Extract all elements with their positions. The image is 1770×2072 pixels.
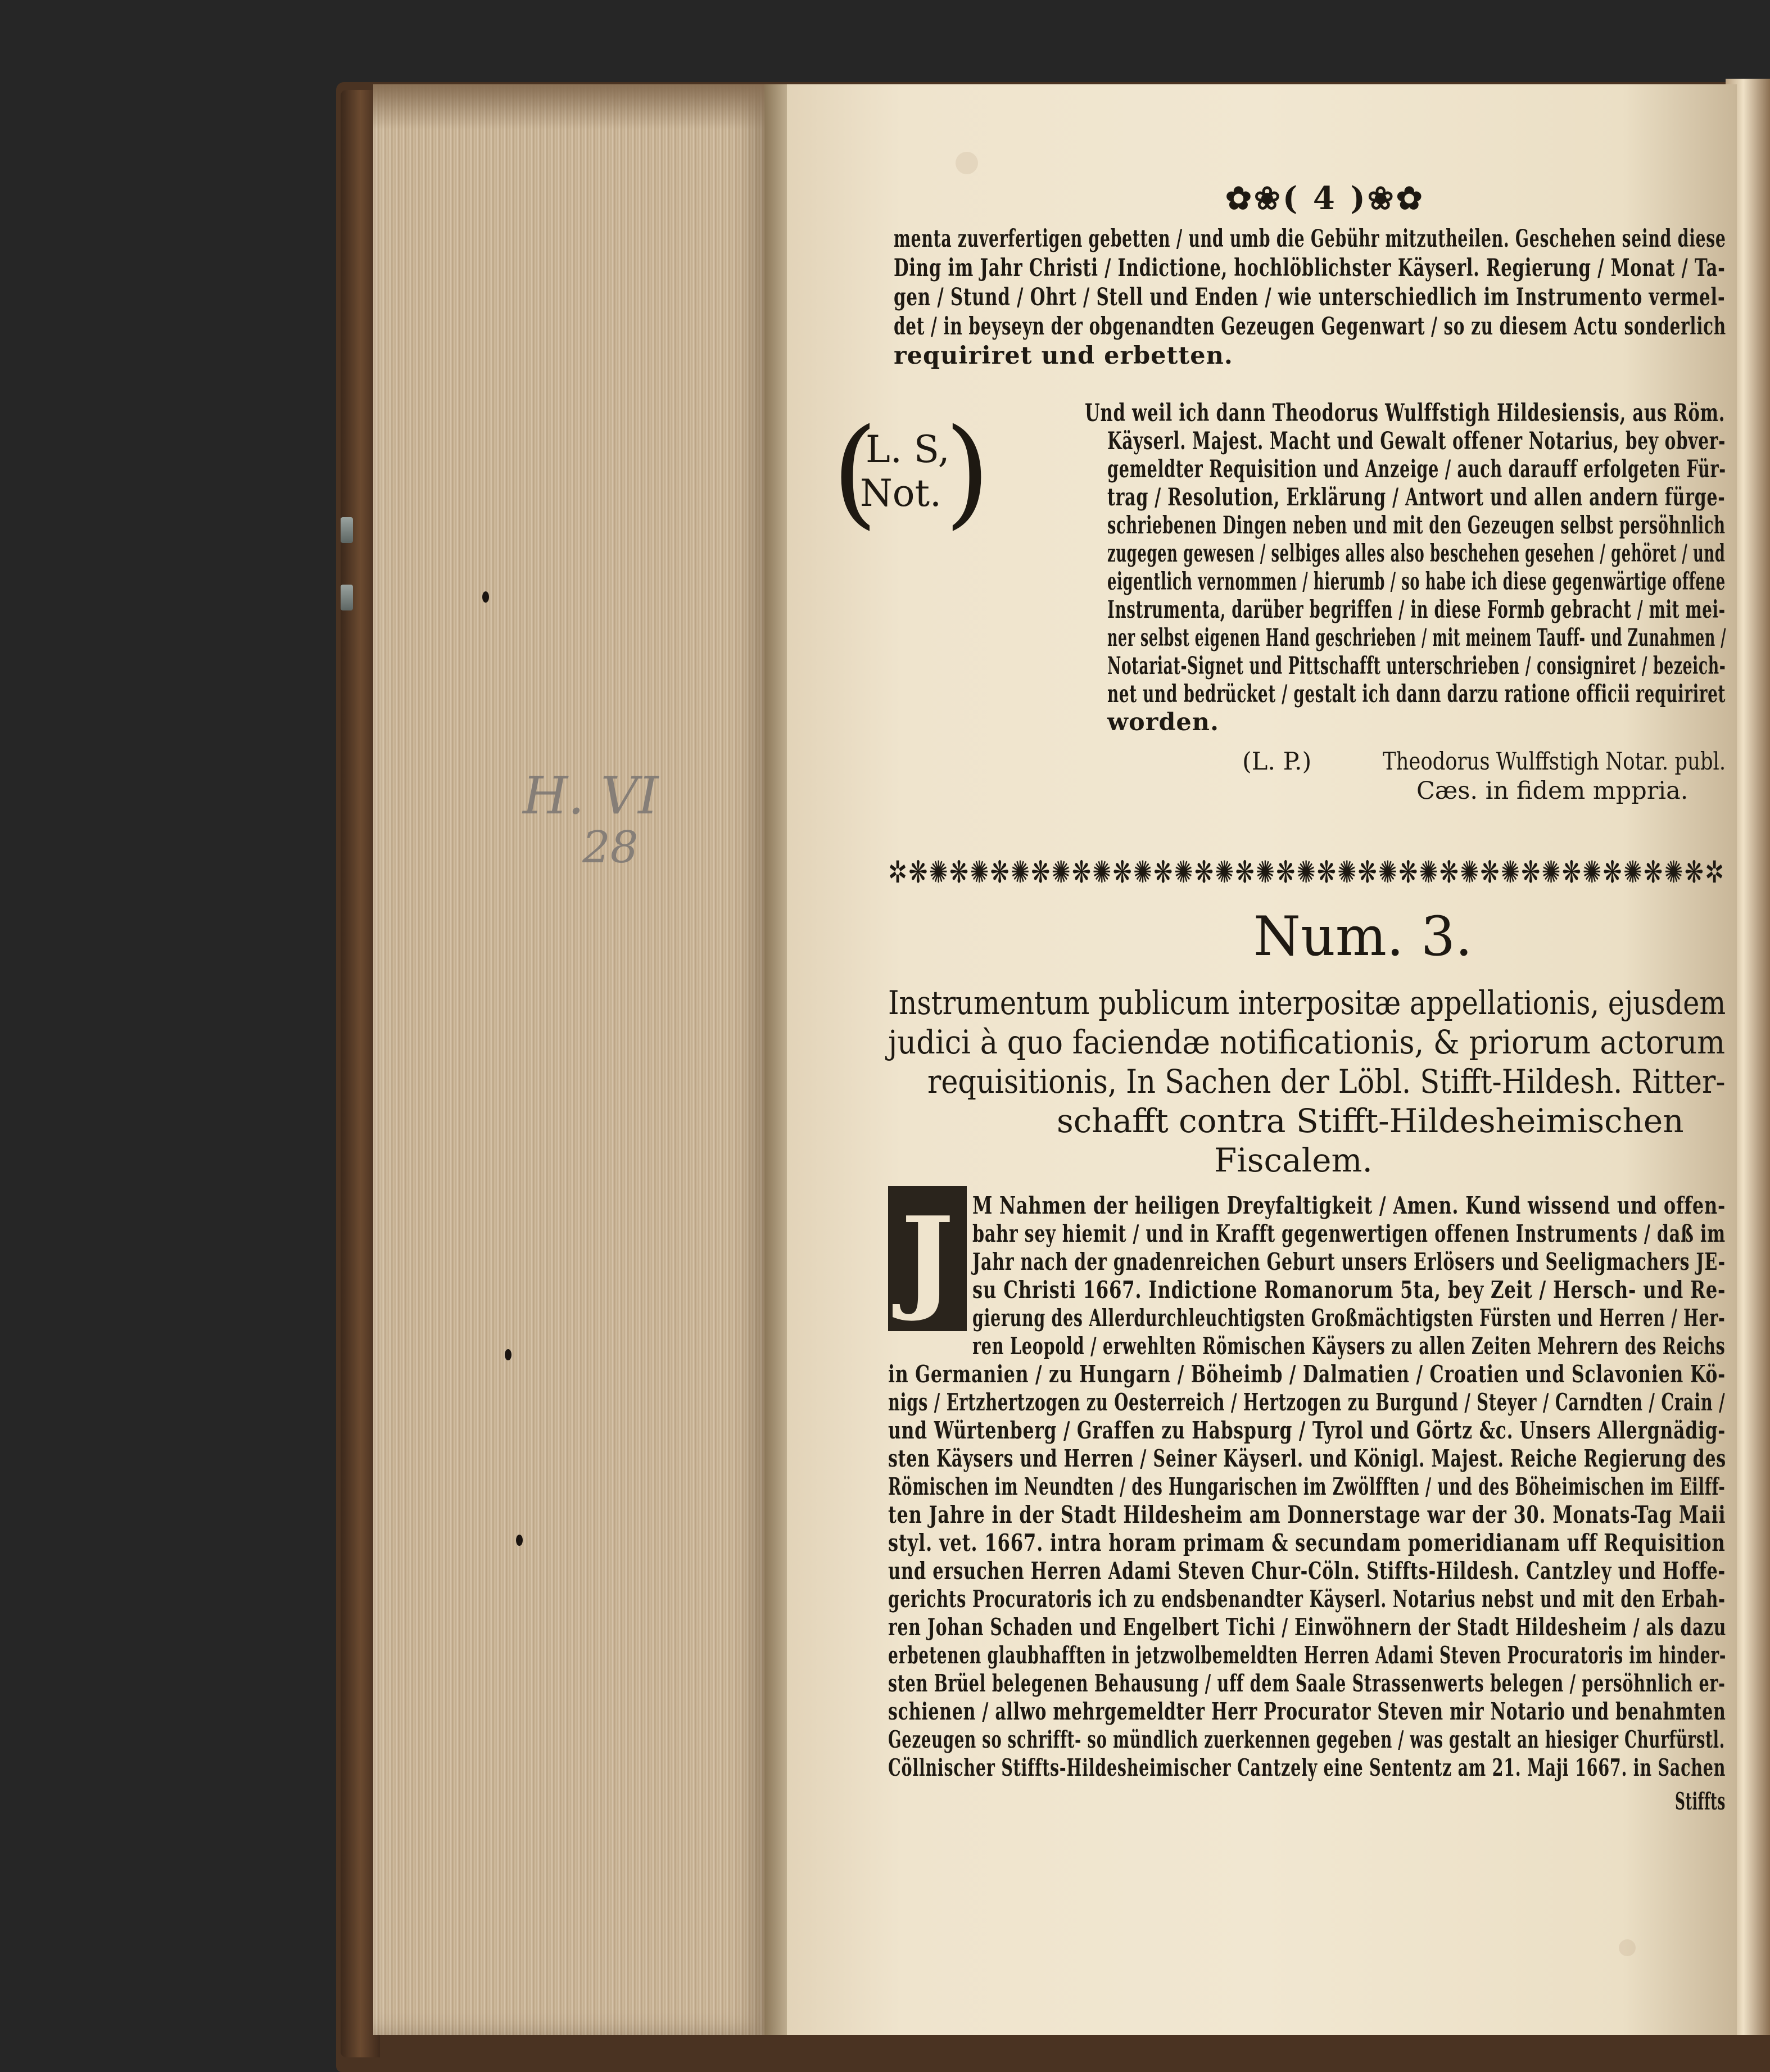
top-line: requiriret und erbetten.	[894, 342, 1233, 370]
title-line: requisitionis, In Sachen der Löbl. Stifft-Hildesh. Ritter-	[927, 1062, 1726, 1101]
stamp-paren-right: )	[944, 403, 990, 541]
clasp-hinge-bottom	[341, 585, 353, 610]
title-line: schafft contra Stifft-Hildesheimischen	[1057, 1102, 1684, 1140]
page-edges-block	[373, 84, 770, 2035]
page-edges-shadow	[373, 84, 770, 129]
body-line: bahr sey hiemit / und in Krafft gegenwertigen offenen Instruments / daß im	[972, 1220, 1726, 1247]
top-line: det / in beyseyn der obgenandten Gezeugen Gegenwart / so zu diesem Actu sonderlich	[894, 313, 1726, 341]
body-line: Römischen im Neundten / des Hungarischen im Zwölfften / und des Böheimischen im Eilff-	[888, 1473, 1726, 1500]
notary-stamp	[832, 403, 990, 596]
body-line: su Christi 1667. Indictione Romanorum 5ta, bey Zeit / Hersch- und Re-	[972, 1276, 1726, 1304]
notary-line: Notariat-Signet und Pittschafft unterschrieben / consigniret / bezeich-	[1107, 652, 1726, 680]
signature-line2: Cæs. in fidem mppria.	[1416, 777, 1688, 805]
body-line: und Würtenberg / Graffen zu Habspurg / Tyrol und Görtz &c. Unsers Allergnädig-	[888, 1417, 1726, 1444]
ornament-divider: ✲❋✺❋✺❋✺❋✺❋✺❋✺❋✺❋✺❋✺❋✺❋✺❋✺❋✺❋✺❋✺❋✺❋✺❋✺❋✺❋✲	[888, 854, 1726, 890]
body-line: und ersuchen Herren Adami Steven Chur-Cöln. Stiffts-Hildesh. Cantzley und Hoffe-	[888, 1557, 1726, 1585]
shelfmark-line1: H. VI	[523, 766, 659, 826]
shelfmark-line2: 28	[582, 822, 639, 873]
body-line: styl. vet. 1667. intra horam primam & secundam pomeridianam uff Requisition	[888, 1529, 1726, 1557]
body-line: sten Käysers und Herren / Seiner Käyserl. und Königl. Majest. Reiche Regierung des	[888, 1445, 1726, 1472]
body-line: Gezeugen so schrifft- so mündlich zuerkennen gegeben / was gestalt an hiesiger Churfürstl.	[888, 1726, 1725, 1753]
title-line: Fiscalem.	[1214, 1141, 1373, 1179]
title-line: Instrumentum publicum interpositæ appellationis, ejusdem	[888, 984, 1726, 1022]
body-line: sten Brüel belegenen Behausung / uff dem Saale Strassenwerts belegen / persöhnlich er-	[888, 1670, 1726, 1697]
paper-stain	[956, 152, 978, 174]
notary-line: trag / Resolution, Erklärung / Antwort und allen andern fürge-	[1107, 483, 1726, 512]
body-line: ren Johan Schaden und Engelbert Tichi / Einwöhnern der Stadt Hildesheim / als dazu	[888, 1613, 1727, 1641]
notary-line: worden.	[1107, 708, 1220, 736]
body-line: Cöllnischer Stiffts-Hildesheimischer Cantzely eine Sententz am 21. Maji 1667. in Sachen	[888, 1754, 1726, 1781]
binding-hole	[505, 1349, 511, 1360]
stamp-paren-left: (	[832, 403, 878, 541]
notary-line: eigentlich vernommen / hierumb / so habe ich diese gegenwärtige offene	[1107, 568, 1726, 596]
body-line: gerichts Procuratoris ich zu endsbenandter Käyserl. Notarius nebst und mit den Erbah-	[888, 1585, 1726, 1613]
stamp-line2: Not.	[860, 472, 941, 515]
body-line: gierung des Allerdurchleuchtigsten Großmächtigsten Fürsten und Herren / Her-	[972, 1304, 1726, 1332]
body-line: ren Leopold / erwehlten Römischen Käysers zu allen Zeiten Mehrern des Reichs	[972, 1332, 1726, 1360]
notary-line: gemeldter Requisition und Anzeige / auch darauff erfolgeten Für-	[1107, 455, 1726, 483]
paper-stain	[1619, 1939, 1636, 1956]
binding-hole	[482, 591, 489, 603]
binding-hole	[516, 1535, 523, 1546]
body-line: schienen / allwo mehrgemeldter Herr Procurator Steven mir Notario und benahmten	[888, 1698, 1726, 1725]
notary-line: Und weil ich dann Theodorus Wulffstigh Hildesiensis, aus Röm.	[1085, 399, 1726, 427]
catchword: Stiffts	[1675, 1788, 1726, 1815]
notary-line: Instrumenta, darüber begriffen / in diese Formb gebracht / mit mei-	[1107, 596, 1726, 624]
notary-line: Käyserl. Majest. Macht und Gewalt offener Notarius, bey obver-	[1107, 427, 1726, 455]
signature-line1: Theodorus Wulffstigh Notar. publ.	[1383, 748, 1726, 776]
notary-line: schriebenen Dingen neben und mit den Gezeugen selbst persöhnlich	[1107, 512, 1726, 540]
shelfmark	[523, 766, 659, 874]
clasp-hinge-top	[341, 517, 353, 543]
body-line: erbetenen glaubhafften in jetzwolbemeldten Herren Adami Steven Procuratoris im hinder-	[888, 1641, 1727, 1669]
top-line: menta zuverfertigen gebetten / und umb die Gebühr mitzutheilen. Geschehen seind diese	[894, 225, 1726, 253]
body-line: M Nahmen der heiligen Dreyfaltigkeit / Amen. Kund wissend und offen-	[972, 1192, 1726, 1219]
seal-label: (L. P.)	[1242, 748, 1312, 776]
notary-line: zugegen gewesen / selbiges alles also beschehen gesehen / gehöret / und	[1107, 540, 1726, 568]
page-header: ✿❀( 4 )❀✿	[1225, 180, 1425, 217]
body-line: Jahr nach der gnadenreichen Geburt unsers Erlösers und Seeligmachers JE-	[972, 1248, 1726, 1275]
printed-page	[787, 84, 1737, 2035]
top-line: gen / Stund / Ohrt / Stell und Enden / wie unterschiedlich im Instrumento vermel-	[894, 283, 1726, 311]
title-line: judici à quo faciendæ notificationis, & priorum actorum	[888, 1023, 1725, 1061]
notary-line: ner selbst eigenen Hand geschrieben / mit meinem Tauff- und Zunahmen /	[1107, 624, 1727, 652]
notary-line: net und bedrücket / gestalt ich dann darzu ratione officii requiriret	[1107, 680, 1726, 708]
section-number: Num. 3.	[1253, 905, 1473, 968]
body-line: nigs / Ertzhertzogen zu Oesterreich / Hertzogen zu Burgund / Steyer / Carndten / Crain /	[888, 1388, 1726, 1416]
top-line: Ding im Jahr Christi / Indictione, hochlöblichster Käyserl. Regierung / Monat / Ta-	[894, 254, 1726, 282]
stamp-line1: L. S,	[866, 428, 950, 471]
body-line: in Germanien / zu Hungarn / Böheimb / Dalmatien / Croatien und Sclavonien Kö-	[888, 1360, 1726, 1388]
body-line: ten Jahre in der Stadt Hildesheim am Donnerstage war der 30. Monats-Tag Maii	[888, 1501, 1726, 1528]
drop-initial: J	[888, 1186, 967, 1331]
